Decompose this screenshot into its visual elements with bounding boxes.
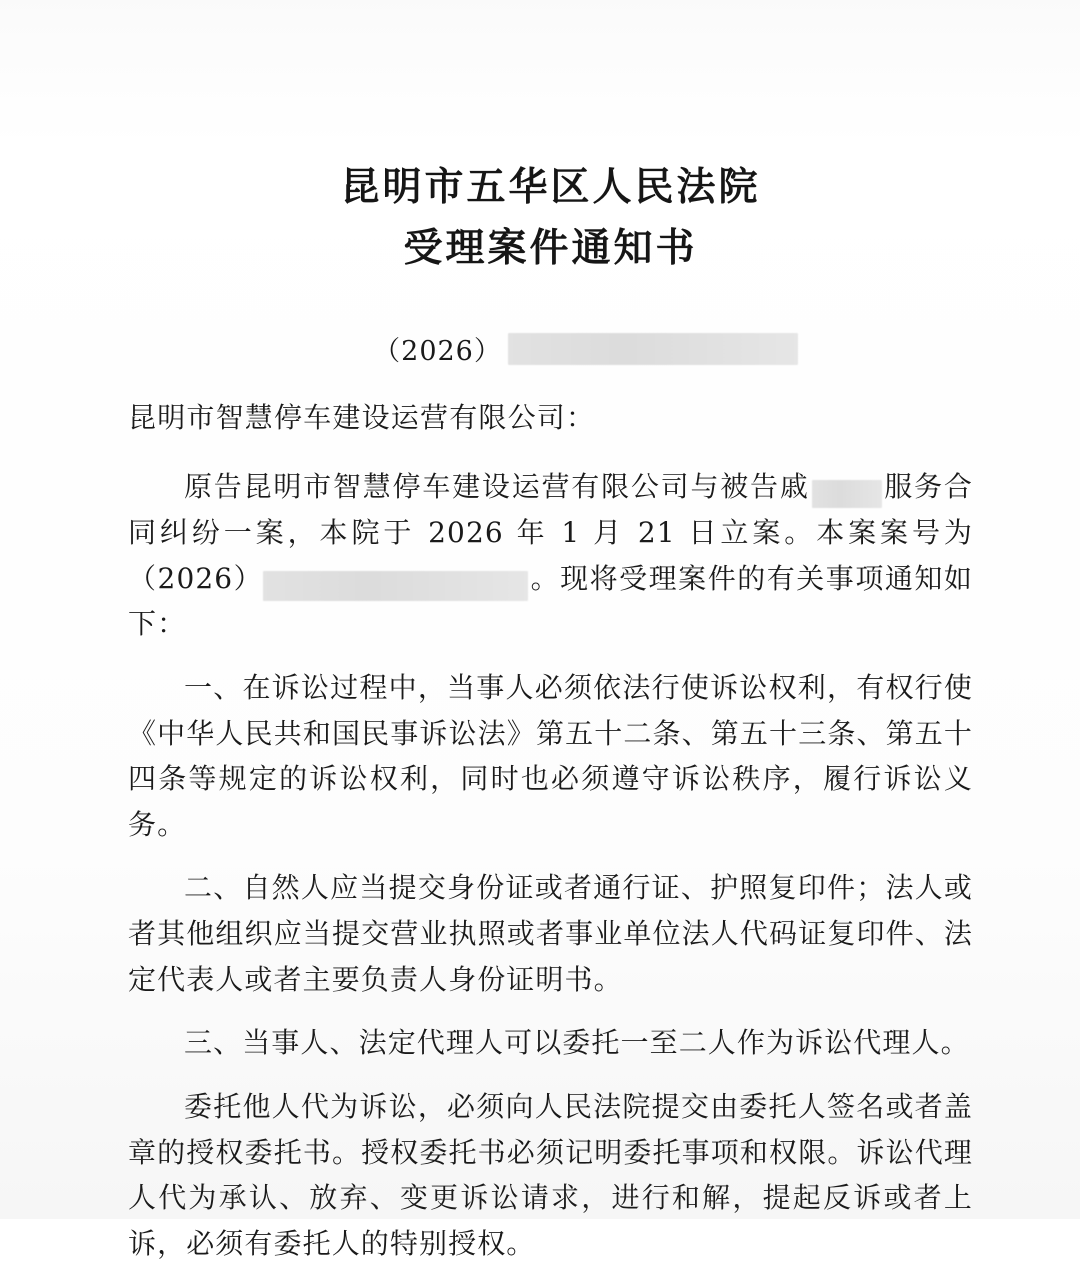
case-number-row <box>128 329 973 368</box>
article-one: 一、在诉讼过程中，当事人必须依法行使诉讼权利，有权行使《中华人民共和国民事诉讼法》第五十二条、第五十三条、第五十四条等规定的诉讼权利，同时也必须遵守诉讼秩序，履行诉讼义务。 <box>128 670 973 841</box>
redaction-block-case-number <box>508 333 798 365</box>
article-three-subparagraph: 委托他人代为诉讼，必须向人民法院提交由委托人签名或者盖章的授权委托书。授权委托书必须记明委托事项和权限。诉讼代理人代为承认、放弃、变更诉讼请求，进行和解，提起反诉或者上诉，必须有委托人的特别授权。 <box>128 1089 973 1260</box>
intro-part-2: 服务合同纠纷一案，本院于 2026 年 1 月 21 日立案。本案案号为（2026） <box>128 470 973 595</box>
intro-part-1: 原告昆明市智慧停车建设运营有限公司与被告戚 <box>184 470 810 504</box>
addressee-line: 昆明市智慧停车建设运营有限公司： <box>128 401 596 435</box>
article-three: 三、当事人、法定代理人可以委托一至二人作为诉讼代理人。 <box>184 1026 970 1060</box>
case-number-prefix: （2026） <box>373 336 502 368</box>
page-title: 受理案件通知书 <box>403 224 698 271</box>
court-name: 昆明市五华区人民法院 <box>340 164 761 210</box>
document-title-block <box>128 163 973 273</box>
document-content <box>128 0 973 1260</box>
redaction-block-case-code <box>263 571 528 601</box>
redaction-block-defendant-name <box>812 480 882 508</box>
intro-paragraph <box>128 464 973 647</box>
intro-part-3: 。现将受理案件的有关事项通知如下： <box>128 561 973 641</box>
article-two: 二、自然人应当提交身份证或者通行证、护照复印件；法人或者其他组织应当提交营业执照或者事业单位法人代码证复印件、法定代表人或者主要负责人身份证明书。 <box>128 871 973 996</box>
